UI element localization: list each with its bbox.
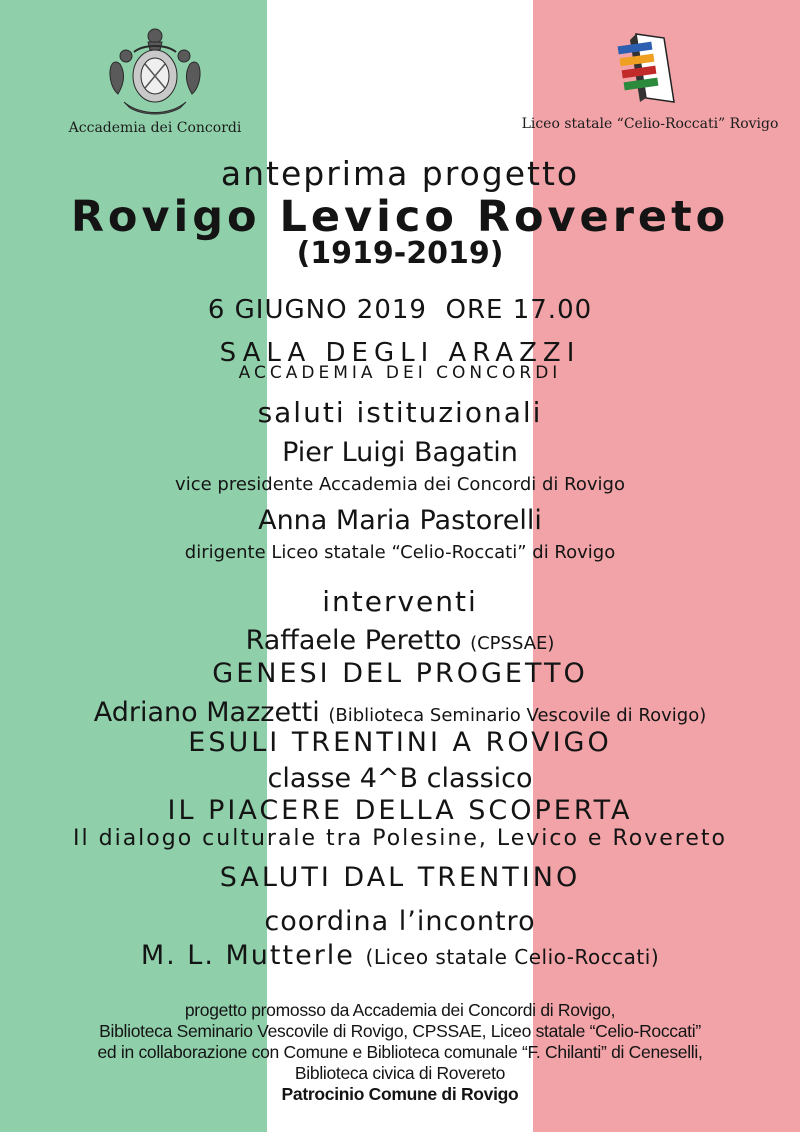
academy-logo-caption: Accademia dei Concordi xyxy=(68,120,242,136)
speaker-line xyxy=(0,697,800,728)
school-logo-caption: Liceo statale “Celio-Roccati” Rovigo xyxy=(521,116,779,132)
speaker-name: Raffaele Peretto xyxy=(245,625,462,656)
project-years: (1919-2019) xyxy=(296,236,504,271)
patronage-line: Patrocinio Comune di Rovigo xyxy=(281,1084,519,1104)
moderation-heading: coordina l’incontro xyxy=(264,906,536,937)
credits-line: progetto promosso da Accademia dei Concordi di Rovigo, xyxy=(184,1000,616,1020)
speaker-affiliation: (CPSSAE) xyxy=(470,633,555,654)
speaker-name: Adriano Mazzetti xyxy=(93,697,320,728)
school-book-logo-icon xyxy=(610,28,690,108)
class-name: classe 4^B classico xyxy=(267,763,533,794)
academy-crest-icon xyxy=(100,24,210,116)
talk-title: ESULI TRENTINI A ROVIGO xyxy=(188,727,612,758)
speaker-line xyxy=(0,625,800,656)
talk-title: GENESI DEL PROGETTO xyxy=(212,658,588,689)
greeter-role: dirigente Liceo statale “Celio-Roccati” di Rovigo xyxy=(184,542,616,563)
credits-line: ed in collaborazione con Comune e Biblioteca comunale “F. Chilanti” di Ceneselli, xyxy=(97,1042,703,1062)
credits-line: Biblioteca civica di Rovereto xyxy=(294,1063,506,1083)
credits-block xyxy=(0,1000,800,1105)
credits-line: Biblioteca Seminario Vescovile di Rovigo, CPSSAE, Liceo statale “Celio-Roccati” xyxy=(99,1021,701,1041)
event-venue: SALA DEGLI ARAZZI xyxy=(219,338,581,368)
moderator-line xyxy=(0,940,800,971)
event-date: 6 GIUGNO 2019 ORE 17.00 xyxy=(207,295,593,325)
event-venue-sub: ACCADEMIA DEI CONCORDI xyxy=(238,363,562,383)
moderator-name: M. L. Mutterle xyxy=(140,940,355,971)
project-kicker: anteprima progetto xyxy=(220,154,580,193)
closing-talk-title: SALUTI DAL TRENTINO xyxy=(219,862,581,893)
greeter-name: Anna Maria Pastorelli xyxy=(258,505,542,536)
speaker-affiliation: (Biblioteca Seminario Vescovile di Rovigo) xyxy=(328,705,707,726)
talks-heading: interventi xyxy=(322,585,478,618)
moderator-affiliation: (Liceo statale Celio-Roccati) xyxy=(365,945,660,969)
class-talk-title: IL PIACERE DELLA SCOPERTA xyxy=(167,795,633,826)
greeter-role: vice presidente Accademia dei Concordi di Rovigo xyxy=(175,474,625,495)
project-title: Rovigo Levico Rovereto xyxy=(70,192,730,242)
greeter-name: Pier Luigi Bagatin xyxy=(282,437,518,468)
academy-logo xyxy=(60,24,250,136)
greetings-heading: saluti istituzionali xyxy=(257,396,543,429)
school-logo xyxy=(510,28,790,132)
class-talk-subtitle: Il dialogo culturale tra Polesine, Levico e Rovereto xyxy=(73,826,727,851)
